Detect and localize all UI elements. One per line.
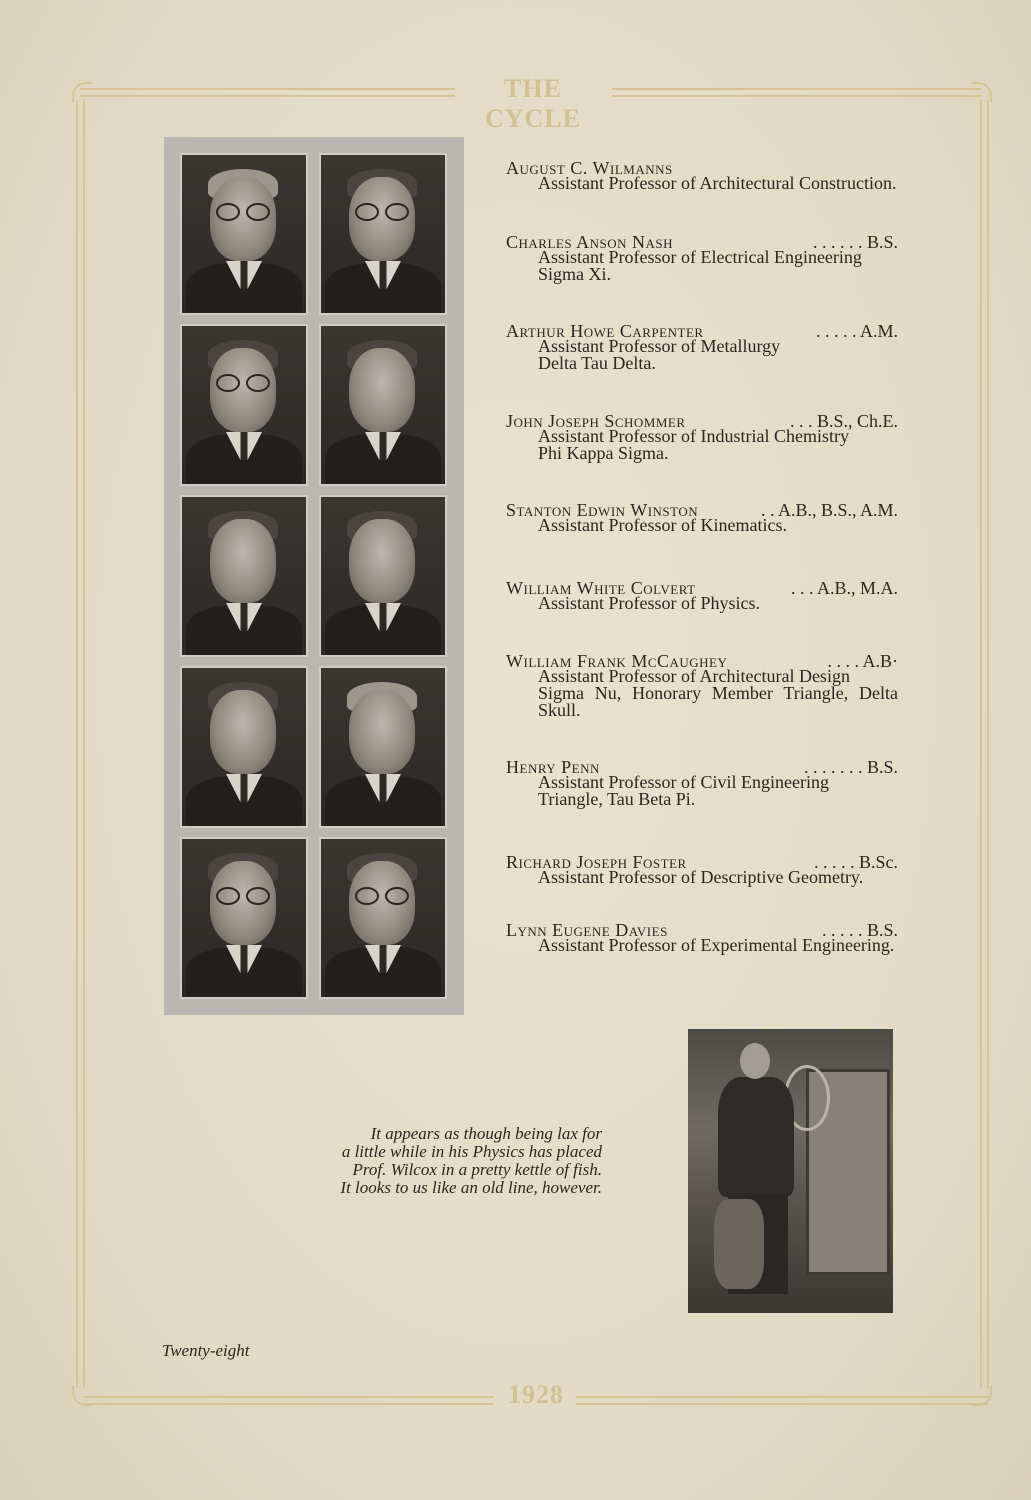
frame-corner-top-right	[972, 82, 992, 102]
leader-dots: . . . . .	[821, 920, 863, 940]
footer-year: 1928	[508, 1380, 564, 1409]
portrait-photo	[180, 837, 308, 999]
faculty-name: Stanton Edwin Winston	[506, 500, 699, 520]
faculty-degree: B.S., Ch.E.	[816, 411, 898, 431]
portrait-photo	[180, 666, 308, 828]
header-title: THE CYCLE	[484, 74, 581, 133]
portrait-photo	[319, 495, 447, 657]
caption-line: It appears as though being lax for	[370, 1124, 602, 1143]
frame-top-right-rule	[612, 88, 982, 97]
leader-dots: . . . .	[827, 651, 859, 671]
faculty-affiliation: Sigma Nu, Honorary Member Triangle, Delta	[538, 683, 898, 703]
faculty-name: August C. Wilmanns	[506, 158, 673, 178]
leader-dots: . . . . . .	[812, 232, 863, 252]
portrait-panel	[164, 137, 464, 1015]
leader-dots: . . . . .	[813, 852, 855, 872]
leader-dots: . . .	[790, 578, 814, 598]
frame-top-left-rule	[80, 88, 455, 97]
page-number: Twenty-eight	[162, 1341, 250, 1360]
faculty-title: Assistant Professor of Kinematics.	[538, 515, 787, 535]
faculty-entry	[506, 158, 898, 192]
faculty-entry	[506, 920, 898, 954]
frame-corner-bottom-right	[972, 1386, 992, 1406]
faculty-degree: B.Sc.	[858, 852, 898, 872]
caption-line: It looks to us like an old line, however.	[340, 1178, 602, 1197]
faculty-title: Assistant Professor of Metallurgy	[538, 336, 781, 356]
portrait-photo	[319, 837, 447, 999]
faculty-name: Henry Penn	[506, 757, 600, 777]
faculty-name: Lynn Eugene Davies	[506, 920, 668, 940]
faculty-entry	[506, 232, 898, 283]
faculty-entry	[506, 578, 898, 612]
faculty-affiliation: Phi Kappa Sigma.	[538, 443, 669, 463]
portrait-photo	[319, 666, 447, 828]
leader-dots: . . . . .	[815, 321, 857, 341]
faculty-affiliation: Triangle, Tau Beta Pi.	[538, 789, 696, 809]
frame-right-rule	[980, 100, 989, 1388]
faculty-affiliation: Delta Tau Delta.	[538, 353, 656, 373]
faculty-degree: A.B., B.S., A.M.	[777, 500, 898, 520]
photo-caption	[330, 1125, 602, 1197]
faculty-name: Richard Joseph Foster	[506, 852, 687, 872]
faculty-entry	[506, 852, 898, 886]
faculty-degree: A.B., M.A.	[816, 578, 898, 598]
faculty-degree: B.S.	[866, 232, 898, 252]
frame-corner-bottom-left	[72, 1386, 92, 1406]
faculty-entry	[506, 500, 898, 534]
faculty-name: William Frank McCaughey	[506, 651, 728, 671]
caption-line: a little while in his Physics has placed	[341, 1142, 602, 1161]
faculty-title: Assistant Professor of Industrial Chemistry	[538, 426, 849, 446]
faculty-title: Assistant Professor of Physics.	[538, 593, 761, 613]
faculty-degree: A.M.	[859, 321, 898, 341]
candid-fishing-photo	[688, 1029, 893, 1313]
leader-dots: . . .	[789, 411, 813, 431]
portrait-photo	[319, 324, 447, 486]
faculty-degree: A.B·	[862, 651, 898, 671]
faculty-affiliation-cont: Skull.	[538, 700, 581, 720]
faculty-name: William White Colvert	[506, 578, 696, 598]
caption-line: Prof. Wilcox in a pretty kettle of fish.	[352, 1160, 602, 1179]
faculty-name: Arthur Howe Carpenter	[506, 321, 704, 341]
faculty-entry	[506, 321, 898, 372]
portrait-photo	[180, 495, 308, 657]
leader-dots: . . . . . . .	[803, 757, 863, 777]
frame-bottom-right-rule	[576, 1396, 988, 1405]
faculty-entry	[506, 411, 898, 462]
portrait-photo	[180, 324, 308, 486]
faculty-title: Assistant Professor of Electrical Engineering	[538, 247, 862, 267]
portrait-photo	[319, 153, 447, 315]
frame-corner-top-left	[72, 82, 92, 102]
frame-left-rule	[76, 100, 85, 1388]
faculty-title: Assistant Professor of Architectural Construction.	[538, 173, 897, 193]
leader-dots: . .	[760, 500, 775, 520]
frame-bottom-left-rule	[84, 1396, 494, 1405]
faculty-degree: B.S.	[866, 757, 898, 777]
faculty-entry	[506, 757, 898, 808]
portrait-photo	[180, 153, 308, 315]
faculty-title: Assistant Professor of Experimental Engineering.	[538, 935, 895, 955]
faculty-title: Assistant Professor of Civil Engineering	[538, 772, 829, 792]
faculty-entry	[506, 651, 898, 719]
faculty-name: John Joseph Schommer	[506, 411, 686, 431]
faculty-title: Assistant Professor of Descriptive Geometry.	[538, 867, 864, 887]
faculty-degree: B.S.	[866, 920, 898, 940]
faculty-name: Charles Anson Nash	[506, 232, 673, 252]
faculty-title: Assistant Professor of Architectural Design	[538, 666, 850, 686]
faculty-affiliation: Sigma Xi.	[538, 264, 612, 284]
